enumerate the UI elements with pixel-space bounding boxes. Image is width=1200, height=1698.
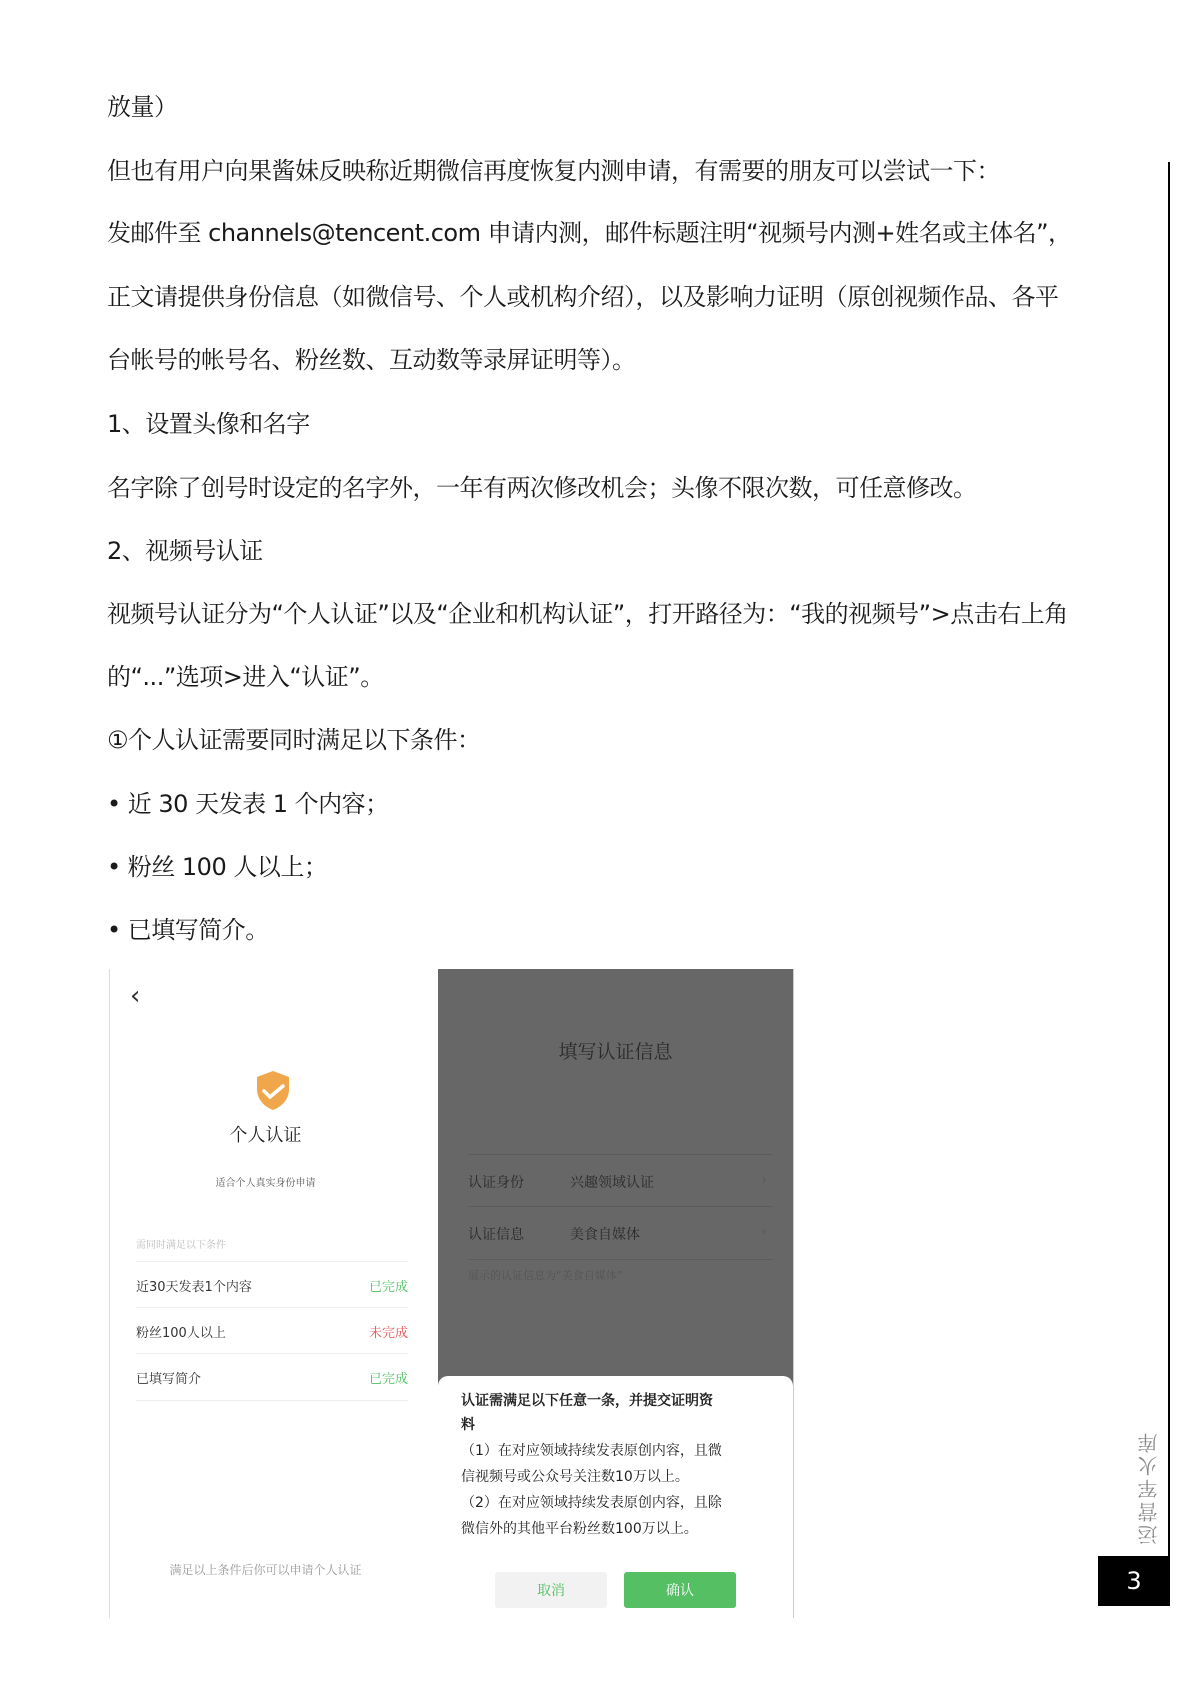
screen-title: 个人认证 [229, 1125, 302, 1146]
paragraph: 的“...”选项>进入“认证”。 [107, 663, 384, 691]
verification-info-screenshot [438, 969, 794, 1618]
condition-label: 已填写简介 [136, 1372, 202, 1387]
sheet-text: 认证需满足以下任意一条，并提交证明资 [461, 1393, 713, 1409]
sheet-text: 料 [461, 1417, 475, 1433]
row-value: 美食自媒体 [570, 1227, 640, 1243]
condition-status: 未完成 [368, 1326, 408, 1341]
sheet-text: 信视频号或公众号关注数10万以上。 [461, 1469, 689, 1485]
condition-status: 已完成 [368, 1280, 408, 1295]
personal-verification-screenshot [109, 969, 421, 1618]
row-value: 兴趣领域认证 [570, 1175, 654, 1191]
sheet-text: 微信外的其他平台粉丝数100万以上。 [461, 1521, 698, 1537]
heading: 2、视频号认证 [107, 537, 263, 565]
paragraph: 视频号认证分为“个人认证”以及“企业和机构认证”，打开路径为：“我的视频号”>点击右上角 [107, 600, 1068, 628]
footer-note: 满足以上条件后你可以申请个人认证 [169, 1563, 362, 1577]
shield-check-icon [254, 1069, 292, 1111]
section-label: 需同时满足以下条件 [136, 1240, 226, 1251]
chevron-right-icon: › [761, 1172, 767, 1188]
info-row [468, 1206, 773, 1260]
cancel-button[interactable]: 取消 [495, 1572, 607, 1608]
condition-row [136, 1307, 408, 1354]
paragraph: 放量） [107, 93, 178, 121]
paragraph: 正文请提供身份信息（如微信号、个人或机构介绍），以及影响力证明（原创视频作品、各平 [107, 283, 1059, 311]
row-label: 认证信息 [468, 1227, 524, 1243]
hint-text: 展示的认证信息为“美食自媒体” [468, 1269, 623, 1282]
confirm-button[interactable]: 确认 [624, 1572, 736, 1608]
row-label: 认证身份 [468, 1175, 524, 1191]
screen-title: 填写认证信息 [558, 1041, 673, 1063]
bullet-item: • 已填写简介。 [107, 916, 269, 944]
paragraph: 名字除了创号时设定的名字外，一年有两次修改机会；头像不限次数，可任意修改。 [107, 474, 977, 502]
page-margin-rule [1168, 162, 1170, 1605]
condition-label: 近30天发表1个内容 [136, 1280, 252, 1295]
page-number: 3 [1098, 1556, 1170, 1606]
sheet-text: （2）在对应领域持续发表原创内容，且除 [461, 1495, 722, 1511]
chevron-right-icon: › [761, 1224, 767, 1240]
bullet-item: • 近 30 天发表 1 个内容； [107, 790, 389, 818]
condition-label: 粉丝100人以上 [136, 1326, 226, 1341]
paragraph: ①个人认证需要同时满足以下条件： [107, 726, 481, 754]
sheet-text: （1）在对应领域持续发表原创内容，且微 [461, 1443, 722, 1459]
condition-row [136, 1261, 408, 1308]
back-icon: ‹ [130, 981, 141, 1011]
condition-status: 已完成 [368, 1372, 408, 1387]
bullet-item: • 粉丝 100 人以上； [107, 853, 328, 881]
paragraph: 发邮件至 channels@tencent.com 申请内测，邮件标题注明“视频号内测+姓名或主体名”， [107, 219, 1072, 247]
paragraph: 台帐号的帐号名、粉丝数、互动数等录屏证明等）。 [107, 346, 636, 374]
heading: 1、设置头像和名字 [107, 410, 310, 438]
requirements-sheet [438, 1376, 793, 1618]
sidebar-brand-text: 运营军火库 [1137, 1430, 1161, 1545]
paragraph: 但也有用户向果酱妹反映称近期微信再度恢复内测申请，有需要的朋友可以尝试一下： [107, 157, 1000, 185]
info-row [468, 1154, 773, 1207]
condition-row [136, 1353, 408, 1401]
screen-subtitle: 适合个人真实身份申请 [215, 1178, 316, 1189]
